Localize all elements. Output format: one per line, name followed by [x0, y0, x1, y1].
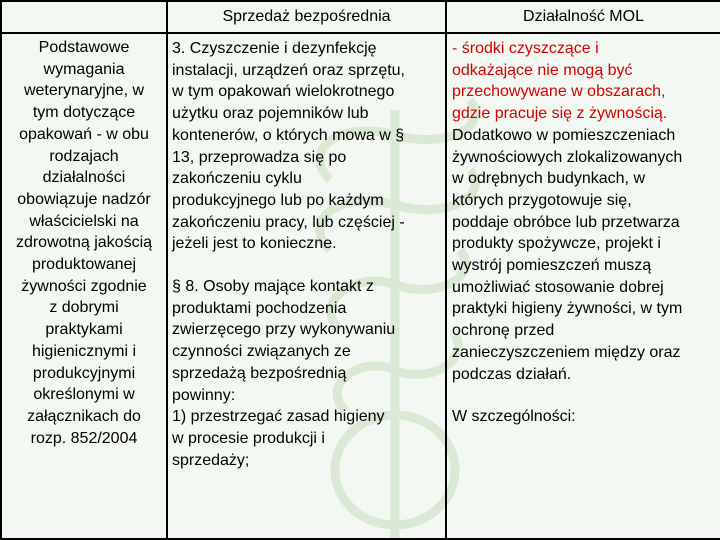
- table-body-row: [1, 33, 720, 539]
- mol-activity-cell: [446, 33, 720, 539]
- paragraph-gap: [452, 385, 717, 406]
- header-direct-sales: Sprzedaż bezpośrednia: [167, 1, 446, 33]
- cleaning-paragraph: 3. Czyszczenie i dezynfekcję instalacji, urządzeń oraz sprzętu, w tym opakowań wielokrotnego użytku oraz pojemników lub kontenerów, o których mowa w § 13, przeprowadza się po zakończeniu cyklu produkcyjnego lub po każdym zakończeniu pracy, lub częściej - jeżeli jest to konieczne.: [172, 40, 405, 253]
- basic-requirements-cell: [1, 33, 167, 539]
- additional-requirements-text: Dodatkowo w pomieszczeniach żywnościowych zlokalizowanych w odrębnych budynkach, w których przygotowuje się, poddaje obróbce lub przetwarza produkty spożywcze, projekt i wystrój pomieszczeń muszą umożliwiać stosowanie dobrej praktyki higieny żywności, w tym ochronę przed zanieczyszczeniem między oraz podczas działań.: [452, 126, 683, 383]
- direct-sales-cell: [167, 33, 446, 539]
- basic-requirements-text: Podstawowe wymagania weterynaryjne, w tym dotyczące opakowań - w obu rodzajach działalności obowiązuje nadzór właścicielski na zdrowotną jakością produktowanej żywności zgodnie z dobrymi praktykami higienicznymi i produkcyjnymi określonymi w załącznikach do rozp. 852/2004: [15, 39, 153, 447]
- paragraph-gap: [172, 255, 442, 276]
- cleaning-agents-warning: - środki czyszczące i odkażające nie mogą być przechowywane w obszarach, gdzie pracuje się z żywnością.: [452, 40, 668, 123]
- header-mol-activity: Działalność MOL: [446, 1, 720, 33]
- header-empty-cell: [1, 1, 167, 33]
- table-header-row: [1, 1, 720, 33]
- in-particular-text: W szczególności:: [452, 408, 576, 426]
- persons-contact-paragraph: § 8. Osoby mające kontakt z produktami pochodzenia zwierzęcego przy wykonywaniu czynności związanych ze sprzedażą bezpośrednią powinny: 1) przestrzegać zasad higieny w procesie produkcji i sprzedaży;: [172, 278, 396, 469]
